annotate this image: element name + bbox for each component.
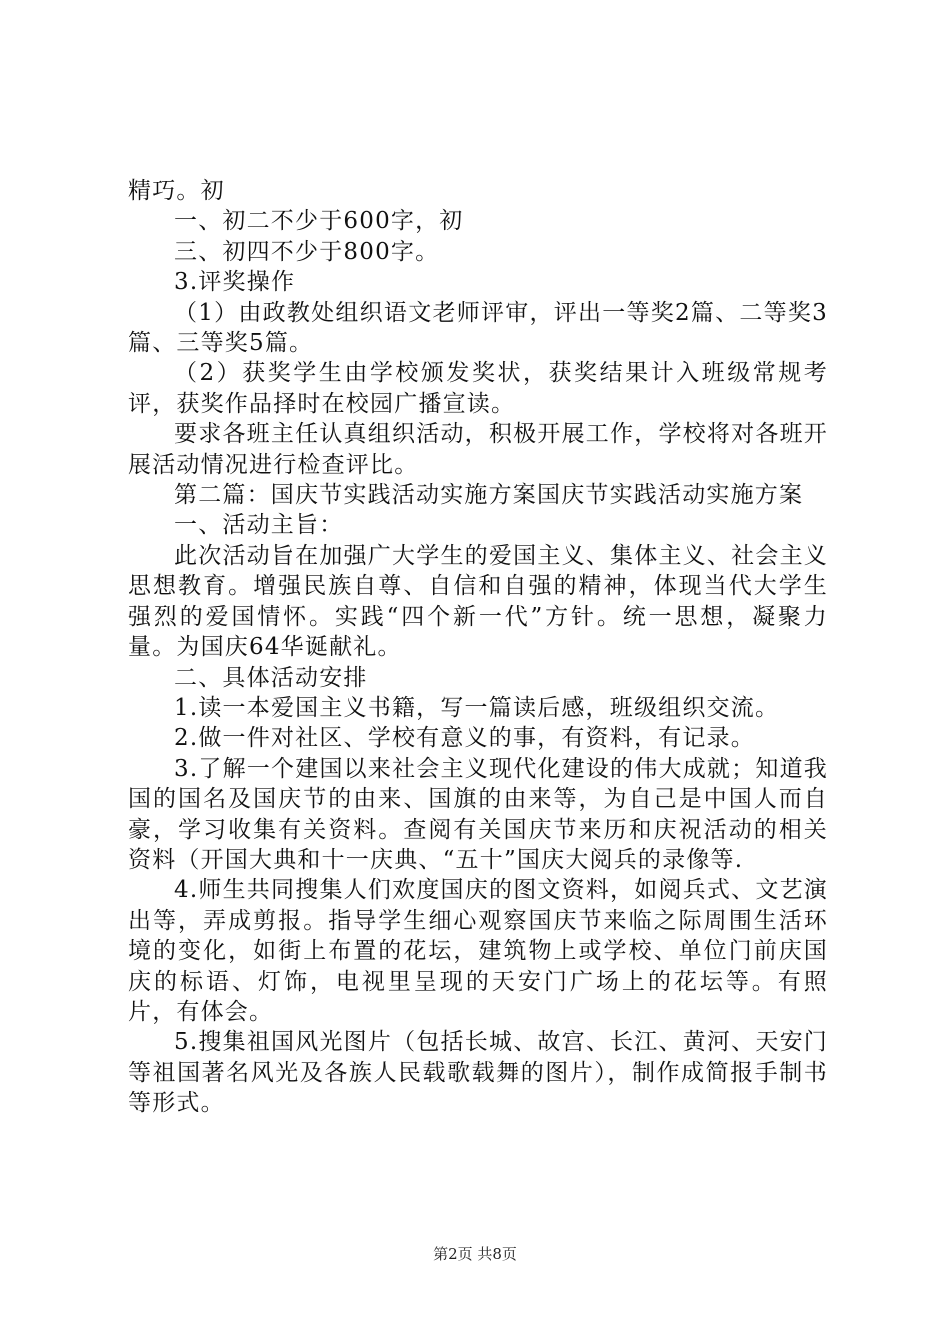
paragraph: 一、初二不少于600字，初 [174, 208, 464, 235]
list-item: 5.搜集祖国风光图片（包括长城、故宫、长江、黄河、天安门等祖国著名风光及各族人民载歌载舞的图片），制作成简报手制书等形式。 [128, 1029, 828, 1117]
paragraph: （2）获奖学生由学校颁发奖状，获奖结果计入班级常规考评，获奖作品择时在校园广播宣读。 [128, 360, 828, 417]
chapter-title: 第二篇：国庆节实践活动实施方案国庆节实践活动实施方案 [174, 482, 804, 509]
paragraph: 要求各班主任认真组织活动，积极开展工作，学校将对各班开展活动情况进行检查评比。 [128, 421, 828, 478]
list-item: 4.师生共同搜集人们欢度国庆的图文资料，如阅兵式、文艺演出等，弄成剪报。指导学生细心观察国庆节来临之际周围生活环境的变化，如街上布置的花坛，建筑物上或学校、单位门前庆国庆的标语、灯饰，电视里呈现的天安门广场上的花坛等。有照片，有体会。 [128, 877, 828, 1025]
section-heading: 3.评奖操作 [174, 269, 296, 296]
paragraph: 此次活动旨在加强广大学生的爱国主义、集体主义、社会主义思想教育。增强民族自尊、自信和自强的精神，体现当代大学生强烈的爱国情怀。实践“四个新一代”方针。统一思想，凝聚力量。为国庆64华诞献礼。 [128, 542, 828, 661]
paragraph: 三、初四不少于800字。 [174, 238, 440, 265]
list-item: 1.读一本爱国主义书籍，写一篇读后感，班级组织交流。 [174, 694, 780, 721]
paragraph: （1）由政教处组织语文老师评审，评出一等奖2篇、二等奖3篇、三等奖5篇。 [128, 299, 828, 357]
page-footer: 第2页 共8页 [433, 1245, 517, 1263]
section-heading: 二、具体活动安排 [174, 664, 368, 691]
list-item: 3.了解一个建国以来社会主义现代化建设的伟大成就；知道我国的国名及国庆节的由来、国旗的由来等，为自己是中国人而自豪，学习收集有关资料。查阅有关国庆节来历和庆祝活动的相关资料（开国大典和十一庆典、“五十”国庆大阅兵的录像等. [128, 755, 828, 873]
body-text [128, 176, 828, 1119]
paragraph: 精巧。初 [128, 178, 225, 204]
list-item: 2.做一件对社区、学校有意义的事，有资料，有记录。 [174, 725, 755, 752]
section-heading: 一、活动主旨： [174, 512, 344, 539]
